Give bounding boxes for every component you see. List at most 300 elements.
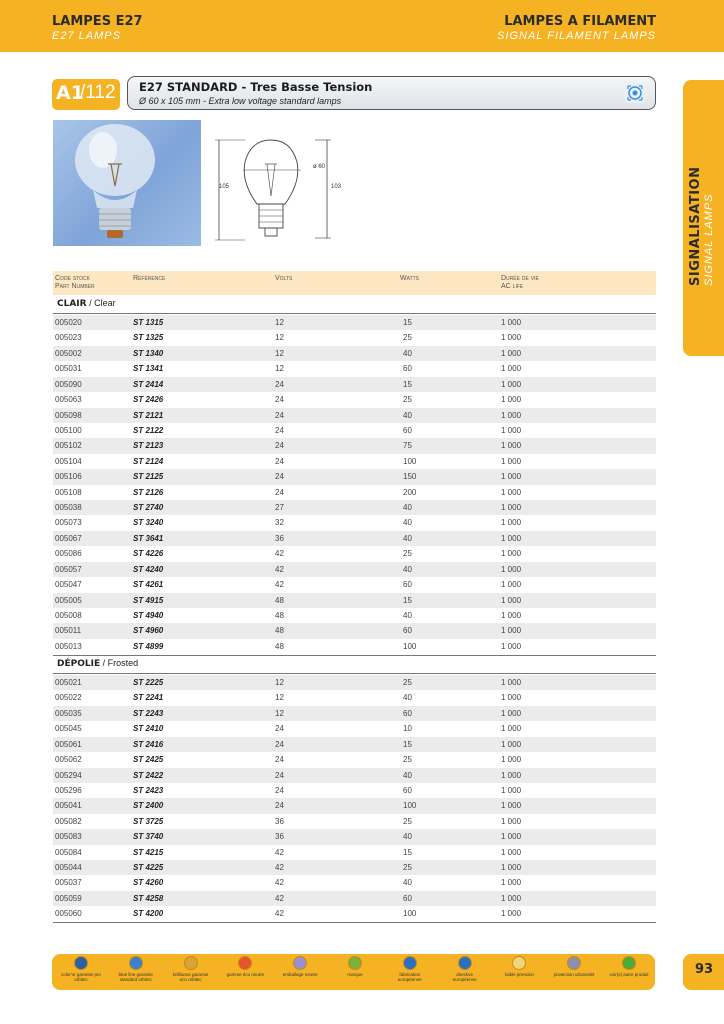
- stock-cell: 005037: [55, 878, 82, 888]
- reference-cell: ST 4240: [133, 564, 164, 574]
- reference-cell: ST 1325: [133, 333, 164, 343]
- european-directive-icon: [458, 956, 472, 970]
- life-cell: 1 000: [501, 318, 522, 327]
- volts-cell: 42: [275, 564, 284, 574]
- watts-cell: 25: [403, 816, 412, 826]
- life-cell: 1 000: [501, 487, 522, 497]
- watts-cell: 40: [403, 348, 412, 358]
- table-row: [53, 690, 656, 705]
- watts-cell: 60: [403, 785, 412, 795]
- clear-lamp-rows: [53, 315, 656, 654]
- table-row: [53, 346, 656, 361]
- page-number: 93: [695, 962, 714, 977]
- catalog-section-left: [52, 14, 143, 42]
- life-cell: 1 000: [501, 472, 522, 482]
- life-cell: 1 000: [501, 770, 522, 780]
- life-cell: 1 000: [501, 847, 522, 857]
- table-row: [53, 577, 656, 592]
- reference-cell: ST 2225: [133, 678, 164, 687]
- watts-cell: 40: [403, 770, 412, 780]
- reference-cell: ST 2121: [133, 410, 164, 420]
- mark-icon: [348, 956, 362, 970]
- volts-cell: 24: [275, 755, 284, 765]
- reference-cell: ST 2125: [133, 472, 164, 482]
- watts-cell: 25: [403, 755, 412, 765]
- watts-cell: 15: [403, 739, 412, 749]
- watts-cell: 40: [403, 564, 412, 574]
- height-label-left: 105: [219, 184, 230, 190]
- life-cell: 1 000: [501, 909, 522, 919]
- stock-cell: 005002: [55, 348, 82, 358]
- volts-cell: 27: [275, 503, 284, 513]
- table-row: [53, 675, 656, 690]
- table-row: [53, 469, 656, 484]
- reference-cell: ST 2400: [133, 801, 164, 811]
- stock-cell: 005083: [55, 832, 82, 842]
- stock-cell: 005023: [55, 333, 82, 343]
- reference-cell: ST 4915: [133, 595, 164, 605]
- watts-cell: 25: [403, 549, 412, 559]
- stock-cell: 005045: [55, 724, 82, 734]
- watts-cell: 40: [403, 410, 412, 420]
- color-code-icon: [74, 956, 88, 970]
- life-cell: 1 000: [501, 801, 522, 811]
- life-cell: 1 000: [501, 626, 522, 636]
- section-subtitle: E27 LAMPS: [52, 30, 121, 42]
- table-row: [53, 531, 656, 546]
- stock-cell: 005057: [55, 564, 82, 574]
- reference-cell: ST 1341: [133, 364, 164, 374]
- watts-cell: 100: [403, 801, 417, 811]
- watts-cell: 100: [403, 909, 417, 919]
- legend-item: [334, 956, 376, 988]
- see-other-product-icon: [622, 956, 636, 970]
- table-row: [53, 361, 656, 376]
- reference-cell: ST 3725: [133, 816, 164, 826]
- watts-cell: 75: [403, 441, 412, 451]
- section-frosted-label-fr: DÉPOLIE: [57, 659, 101, 669]
- life-cell: 1 000: [501, 893, 522, 903]
- life-cell: 1 000: [501, 678, 522, 687]
- table-row: [53, 814, 656, 829]
- reference-cell: ST 4215: [133, 847, 164, 857]
- stock-cell: 005047: [55, 580, 82, 590]
- volts-cell: 24: [275, 739, 284, 749]
- watts-cell: 60: [403, 626, 412, 636]
- legend-item: [498, 956, 540, 988]
- table-row: [53, 377, 656, 392]
- legend-label: gamme éco neutre: [226, 972, 265, 977]
- life-cell: 1 000: [501, 425, 522, 435]
- watts-cell: 15: [403, 847, 412, 857]
- reference-cell: ST 2241: [133, 693, 164, 703]
- table-row: [53, 860, 656, 875]
- volts-cell: 42: [275, 909, 284, 919]
- stock-cell: 005061: [55, 739, 82, 749]
- reference-cell: ST 2243: [133, 708, 164, 718]
- legend-label: emballage neutre: [282, 972, 318, 977]
- life-cell: 1 000: [501, 832, 522, 842]
- column-reference: Référence: [133, 275, 166, 282]
- life-cell: 1 000: [501, 878, 522, 888]
- life-cell: 1 000: [501, 816, 522, 826]
- reference-cell: ST 3240: [133, 518, 164, 528]
- stock-cell: 005013: [55, 641, 82, 651]
- watts-cell: 40: [403, 611, 412, 621]
- section-title: LAMPES E27: [52, 14, 143, 29]
- stock-cell: 005020: [55, 318, 82, 327]
- column-stock: [55, 275, 95, 291]
- neutral-packaging-icon: [293, 956, 307, 970]
- stock-cell: 005041: [55, 801, 82, 811]
- reference-cell: ST 2122: [133, 425, 164, 435]
- life-cell: 1 000: [501, 503, 522, 513]
- section-frosted-label: DÉPOLIE / Frosted: [57, 658, 139, 669]
- table-row: [53, 454, 656, 469]
- table-row: [53, 906, 656, 921]
- legend-item: [170, 956, 212, 988]
- life-cell: 1 000: [501, 410, 522, 420]
- product-subtitle: Ø 60 x 105 mm - Extra low voltage standard lamps: [139, 96, 342, 106]
- reference-cell: ST 2426: [133, 395, 164, 405]
- reference-cell: ST 2126: [133, 487, 164, 497]
- watts-cell: 10: [403, 724, 412, 734]
- table-row: [53, 438, 656, 453]
- volts-cell: 42: [275, 893, 284, 903]
- stock-cell: 005005: [55, 595, 82, 605]
- reference-cell: ST 4200: [133, 909, 164, 919]
- table-row: [53, 392, 656, 407]
- brilliance-icon: [184, 956, 198, 970]
- life-cell: 1 000: [501, 379, 522, 389]
- target-icon: [625, 83, 645, 103]
- reference-cell: ST 4261: [133, 580, 164, 590]
- product-code-letter: A1: [56, 82, 84, 104]
- legend-item: [444, 956, 486, 988]
- volts-cell: 24: [275, 395, 284, 405]
- life-cell: 1 000: [501, 518, 522, 528]
- legend-item: [60, 956, 102, 988]
- life-cell: 1 000: [501, 395, 522, 405]
- stock-cell: 005008: [55, 611, 82, 621]
- table-row: [53, 593, 656, 608]
- legend-label: brilliance garantie eco orbitec: [172, 972, 209, 982]
- life-cell: 1 000: [501, 348, 522, 358]
- table-row: [53, 315, 656, 330]
- stock-cell: 005102: [55, 441, 82, 451]
- reference-cell: ST 2423: [133, 785, 164, 795]
- divider: [53, 673, 656, 674]
- watts-cell: 25: [403, 863, 412, 873]
- stock-cell: 005294: [55, 770, 82, 780]
- section-clear: [53, 296, 656, 312]
- volts-cell: 48: [275, 626, 284, 636]
- volts-cell: 32: [275, 518, 284, 528]
- volts-cell: 48: [275, 595, 284, 605]
- table-row: [53, 721, 656, 736]
- stock-cell: 005296: [55, 785, 82, 795]
- volts-cell: 42: [275, 863, 284, 873]
- life-cell: 1 000: [501, 333, 522, 343]
- reference-cell: ST 2410: [133, 724, 164, 734]
- volts-cell: 24: [275, 770, 284, 780]
- table-row: [53, 783, 656, 798]
- table-row: [53, 706, 656, 721]
- section-frosted-label-en: Frosted: [107, 658, 139, 668]
- life-cell: 1 000: [501, 755, 522, 765]
- volts-cell: 42: [275, 878, 284, 888]
- stock-cell: 005090: [55, 379, 82, 389]
- reference-cell: ST 4226: [133, 549, 164, 559]
- stock-cell: 005106: [55, 472, 82, 482]
- volts-cell: 12: [275, 678, 284, 687]
- reference-cell: ST 4960: [133, 626, 164, 636]
- volts-cell: 24: [275, 801, 284, 811]
- reference-cell: ST 2414: [133, 379, 164, 389]
- legend: [60, 956, 650, 988]
- product-title: E27 STANDARD - Tres Basse Tension: [139, 80, 373, 94]
- watts-cell: 15: [403, 318, 412, 327]
- column-stock-en: Part Number: [55, 283, 95, 290]
- reference-cell: ST 2124: [133, 456, 164, 466]
- table-row: [53, 485, 656, 500]
- life-cell: 1 000: [501, 364, 522, 374]
- section-clear-label-en: Clear: [94, 298, 116, 308]
- life-cell: 1 000: [501, 708, 522, 718]
- watts-cell: 40: [403, 693, 412, 703]
- ultraviolet-protection-icon: [567, 956, 581, 970]
- volts-cell: 36: [275, 816, 284, 826]
- reference-cell: ST 4225: [133, 863, 164, 873]
- reference-cell: ST 2740: [133, 503, 164, 513]
- product-code-number: /112: [80, 82, 116, 103]
- reference-cell: ST 2123: [133, 441, 164, 451]
- stock-cell: 005044: [55, 863, 82, 873]
- table-row: [53, 829, 656, 844]
- volts-cell: 24: [275, 379, 284, 389]
- table-row: [53, 798, 656, 813]
- watts-cell: 40: [403, 533, 412, 543]
- life-cell: 1 000: [501, 739, 522, 749]
- stock-cell: 005011: [55, 626, 82, 636]
- life-cell: 1 000: [501, 863, 522, 873]
- table-row: [53, 845, 656, 860]
- table-row: [53, 608, 656, 623]
- european-manufacturing-icon: [403, 956, 417, 970]
- volts-cell: 12: [275, 333, 284, 343]
- section-clear-label-fr: CLAIR: [57, 299, 87, 309]
- legend-item: [279, 956, 321, 988]
- volts-cell: 48: [275, 641, 284, 651]
- stock-cell: 005067: [55, 533, 82, 543]
- volts-cell: 24: [275, 425, 284, 435]
- category-subtitle: SIGNAL FILAMENT LAMPS: [497, 30, 656, 42]
- watts-cell: 100: [403, 456, 417, 466]
- watts-cell: 25: [403, 395, 412, 405]
- table-row: [53, 515, 656, 530]
- column-stock-fr: Code stock: [55, 275, 90, 282]
- life-cell: 1 000: [501, 595, 522, 605]
- table-row: [53, 623, 656, 638]
- table-row: [53, 737, 656, 752]
- column-volts: Volts: [275, 275, 293, 282]
- legend-label: fabrication européenne: [397, 972, 422, 982]
- eco-range-icon: [238, 956, 252, 970]
- column-life-fr: Durée de vie: [501, 275, 539, 282]
- watts-cell: 40: [403, 878, 412, 888]
- stock-cell: 005104: [55, 456, 82, 466]
- watts-cell: 15: [403, 595, 412, 605]
- category-title: LAMPES A FILAMENT: [504, 14, 656, 29]
- watts-cell: 25: [403, 678, 412, 687]
- table-row: [53, 500, 656, 515]
- volts-cell: 12: [275, 318, 284, 327]
- watts-cell: 60: [403, 580, 412, 590]
- reference-cell: ST 3740: [133, 832, 164, 842]
- watts-cell: 200: [403, 487, 417, 497]
- column-watts: Watts: [400, 275, 420, 282]
- stock-cell: 005082: [55, 816, 82, 826]
- life-cell: 1 000: [501, 580, 522, 590]
- volts-cell: 48: [275, 611, 284, 621]
- watts-cell: 60: [403, 425, 412, 435]
- legend-label: faible pression: [504, 972, 534, 977]
- legend-label: color'or garantie pro orbitec: [61, 972, 101, 982]
- reference-cell: ST 4899: [133, 641, 164, 651]
- reference-cell: ST 1315: [133, 318, 164, 327]
- volts-cell: 24: [275, 487, 284, 497]
- stock-cell: 005060: [55, 909, 82, 919]
- stock-cell: 005038: [55, 503, 82, 513]
- blue-line-icon: [129, 956, 143, 970]
- watts-cell: 150: [403, 472, 417, 482]
- watts-cell: 60: [403, 364, 412, 374]
- stock-cell: 005059: [55, 893, 82, 903]
- stock-cell: 005022: [55, 693, 82, 703]
- watts-cell: 40: [403, 832, 412, 842]
- divider: [53, 313, 656, 314]
- watts-cell: 25: [403, 333, 412, 343]
- volts-cell: 24: [275, 441, 284, 451]
- legend-label: directive européenne: [452, 972, 477, 982]
- diameter-label: ø 60: [313, 164, 326, 170]
- stock-cell: 005084: [55, 847, 82, 857]
- legend-label: protection ultraviolet: [554, 972, 595, 977]
- divider: [53, 922, 656, 923]
- life-cell: 1 000: [501, 611, 522, 621]
- side-tab-title: SIGNALISATION: [688, 166, 703, 286]
- legend-label: voir(s) autre produit: [609, 972, 649, 977]
- life-cell: 1 000: [501, 724, 522, 734]
- life-cell: 1 000: [501, 549, 522, 559]
- legend-label: blue line garantie standard orbitec: [118, 972, 153, 982]
- life-cell: 1 000: [501, 785, 522, 795]
- life-cell: 1 000: [501, 533, 522, 543]
- life-cell: 1 000: [501, 641, 522, 651]
- column-life-en: AC life: [501, 283, 524, 290]
- table-row: [53, 330, 656, 345]
- volts-cell: 24: [275, 785, 284, 795]
- legend-item: [608, 956, 650, 988]
- volts-cell: 24: [275, 472, 284, 482]
- legend-item: [224, 956, 266, 988]
- volts-cell: 42: [275, 580, 284, 590]
- stock-cell: 005062: [55, 755, 82, 765]
- reference-cell: ST 4258: [133, 893, 164, 903]
- table-row: [53, 875, 656, 890]
- legend-item: [115, 956, 157, 988]
- watts-cell: 60: [403, 893, 412, 903]
- reference-cell: ST 4940: [133, 611, 164, 621]
- table-row: [53, 423, 656, 438]
- volts-cell: 42: [275, 847, 284, 857]
- life-cell: 1 000: [501, 456, 522, 466]
- stock-cell: 005086: [55, 549, 82, 559]
- watts-cell: 60: [403, 708, 412, 718]
- column-life: [501, 275, 539, 291]
- side-tab-subtitle: SIGNAL LAMPS: [703, 193, 715, 286]
- legend-item: [389, 956, 431, 988]
- low-pressure-icon: [512, 956, 526, 970]
- watts-cell: 100: [403, 641, 417, 651]
- watts-cell: 40: [403, 518, 412, 528]
- reference-cell: ST 2416: [133, 739, 164, 749]
- volts-cell: 42: [275, 549, 284, 559]
- height-label-right: 103: [331, 184, 342, 190]
- watts-cell: 15: [403, 379, 412, 389]
- reference-cell: ST 3641: [133, 533, 164, 543]
- legend-label: marque: [347, 972, 363, 977]
- table-row: [53, 546, 656, 561]
- volts-cell: 12: [275, 348, 284, 358]
- table-row: [53, 639, 656, 654]
- life-cell: 1 000: [501, 564, 522, 574]
- stock-cell: 005108: [55, 487, 82, 497]
- table-row: [53, 562, 656, 577]
- reference-cell: ST 2425: [133, 755, 164, 765]
- volts-cell: 12: [275, 364, 284, 374]
- watts-cell: 40: [403, 503, 412, 513]
- table-row: [53, 768, 656, 783]
- volts-cell: 36: [275, 832, 284, 842]
- volts-cell: 36: [275, 533, 284, 543]
- volts-cell: 12: [275, 708, 284, 718]
- section-clear-label: CLAIR / Clear: [57, 298, 116, 309]
- volts-cell: 24: [275, 410, 284, 420]
- stock-cell: 005073: [55, 518, 82, 528]
- table-row: [53, 752, 656, 767]
- stock-cell: 005063: [55, 395, 82, 405]
- reference-cell: ST 1340: [133, 348, 164, 358]
- table-row: [53, 408, 656, 423]
- life-cell: 1 000: [501, 441, 522, 451]
- volts-cell: 24: [275, 456, 284, 466]
- table-row: [53, 891, 656, 906]
- legend-item: [553, 956, 595, 988]
- stock-cell: 005100: [55, 425, 82, 435]
- stock-cell: 005031: [55, 364, 82, 374]
- volts-cell: 12: [275, 693, 284, 703]
- reference-cell: ST 2422: [133, 770, 164, 780]
- stock-cell: 005098: [55, 410, 82, 420]
- reference-cell: ST 4260: [133, 878, 164, 888]
- lamp-photo: [53, 120, 201, 246]
- volts-cell: 24: [275, 724, 284, 734]
- stock-cell: 005021: [55, 678, 82, 687]
- life-cell: 1 000: [501, 693, 522, 703]
- stock-cell: 005035: [55, 708, 82, 718]
- frosted-lamp-rows: [53, 675, 656, 922]
